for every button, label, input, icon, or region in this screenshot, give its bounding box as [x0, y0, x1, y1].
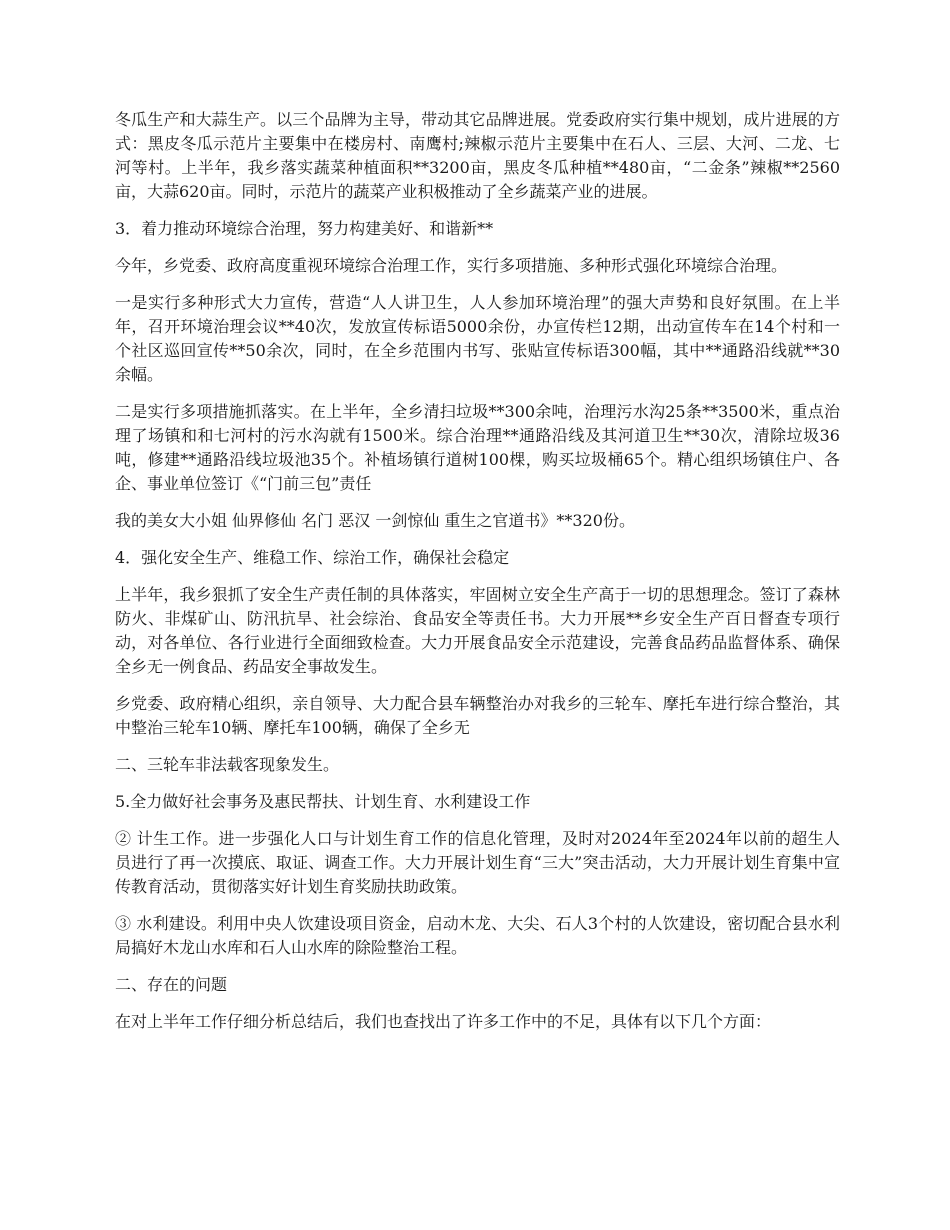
paragraph-illegal-passengers: 二、三轮车非法载客现象发生。: [115, 755, 340, 774]
heading-social-affairs: 5.全力做好社会事务及惠民帮扶、计划生育、水利建设工作: [115, 792, 531, 811]
paragraph-measures: 二是实行多项措施抓落实。在上半年，全乡清扫垃圾**300余吨，治理污水沟25条**3500米，重点治理了场镇和和七河村的污水沟就有1500米。综合治理**通路沿线及其河道卫生**30次，清除垃圾36吨，修建**通路沿线垃圾池35个。补植场镇行道树100棵，购买垃圾桶65个。精心组织场镇住户、各企、事业单位签订《“门前三包”责任: [115, 402, 840, 493]
paragraph-environment-intro: 今年，乡党委、政府高度重视环境综合治理工作，实行多项措施、多种形式强化环境综合治理。: [115, 256, 788, 275]
paragraph-family-planning: ② 计生工作。进一步强化人口与计划生育工作的信息化管理，及时对2024年至2024年以前的超生人员进行了再一次摸底、取证、调查工作。大力开展计划生育“三大”突击活动，大力开展计划生育集中宣传教育活动，贯彻落实好计划生育奖励扶助政策。: [115, 829, 840, 896]
heading-environment: 3．着力推动环境综合治理，努力构建美好、和谐新**: [115, 219, 494, 238]
paragraph-vegetable-industry: 冬瓜生产和大蒜生产。以三个品牌为主导，带动其它品牌进展。党委政府实行集中规划，成片进展的方式：黑皮冬瓜示范片主要集中在楼房村、南鹰村;辣椒示范片主要集中在石人、三层、大河、二龙、七河等村。上半年，我乡落实蔬菜种植面积**3200亩，黑皮冬瓜种植**480亩，“二金条”辣椒**2560亩，大蒜620亩。同时，示范片的蔬菜产业积极推动了全乡蔬菜产业的进展。: [115, 110, 840, 201]
paragraph-vehicle-rectification: 乡党委、政府精心组织，亲自领导、大力配合县车辆整治办对我乡的三轮车、摩托车进行综合整治，其中整治三轮车10辆、摩托车100辆，确保了全乡无: [115, 694, 840, 737]
document-body: [115, 108, 840, 1047]
heading-safety: 4．强化安全生产、维稳工作、综治工作，确保社会稳定: [115, 548, 510, 567]
paragraph-safety-production: 上半年，我乡狠抓了安全生产责任制的具体落实，牢固树立安全生产高于一切的思想理念。签订了森林防火、非煤矿山、防汛抗旱、社会综治、食品安全等责任书。大力开展**乡安全生产百日督查专项行动，对各单位、各行业进行全面细致检查。大力开展食品安全示范建设，完善食品药品监督体系、确保全乡无一例食品、药品安全事故发生。: [115, 585, 840, 676]
paragraph-publicity: 一是实行多种形式大力宣传，营造“人人讲卫生，人人参加环境治理”的强大声势和良好氛围。在上半年，召开环境治理会议**40次，发放宣传标语5000余份，办宣传栏12期，出动宣传车在14个村和一个社区巡回宣传**50余次，同时，在全乡范围内书写、张贴宣传标语300幅，其中**通路沿线就**30余幅。: [115, 293, 840, 384]
paragraph-problems-intro: 在对上半年工作仔细分析总结后，我们也查找出了许多工作中的不足，具体有以下几个方面：: [115, 1012, 772, 1031]
paragraph-responsibility-books: 我的美女大小姐 仙界修仙 名门 恶汉 一剑惊仙 重生之官道书》**320份。: [115, 511, 635, 530]
heading-problems: 二、存在的问题: [115, 975, 228, 994]
paragraph-water-conservancy: ③ 水利建设。利用中央人饮建设项目资金，启动木龙、大尖、石人3个村的人饮建设，密切配合县水利局搞好木龙山水库和石人山水库的除险整治工程。: [115, 914, 840, 957]
